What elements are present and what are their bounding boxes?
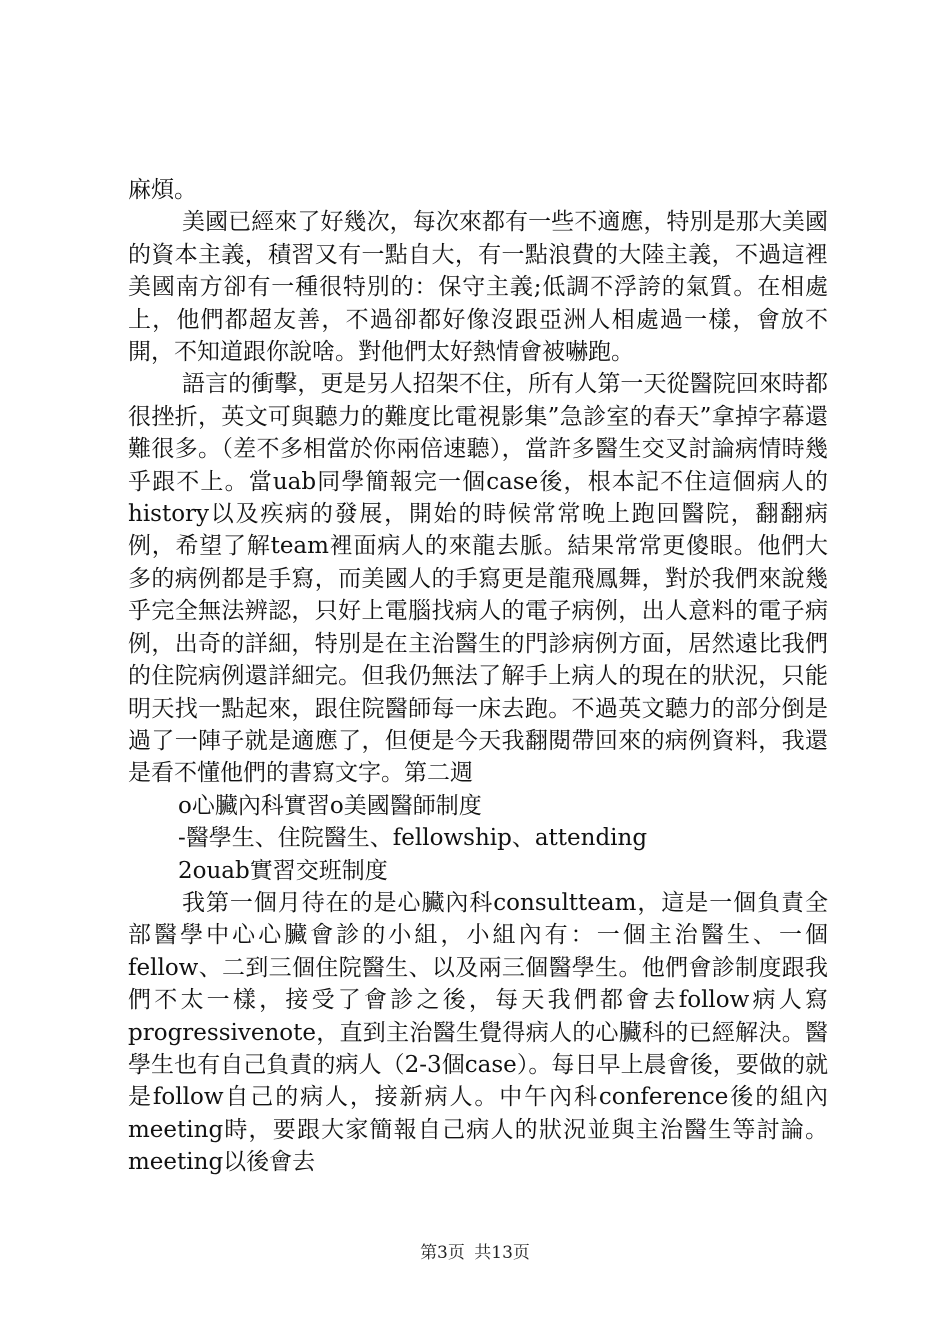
outline-item-cardiology: o心臟內科實習o美國醫師制度 <box>178 792 482 819</box>
paragraph-america-impression: 美國已經來了好幾次，每次來都有一些不適應，特別是那大美國的資本主義，積習又有一點自大，有一點浪費的大陸主義，不過這裡美國南方卻有一種很特別的：保守主義;低調不浮誇的氣質。在相處上，他們都超友善，不過卻都好像沒跟亞洲人相處過一樣，會放不開，不知道跟你說啥。對他們太好熱情會被嚇跑。 <box>128 209 828 366</box>
paragraph-language-shock: 語言的衝擊，更是另人招架不住，所有人第一天從醫院回來時都很挫折，英文可與聽力的難度比電視影集”急診室的春天”拿掉字幕還難很多。（差不多相當於你兩倍速聽），當許多醫生交叉討論病情時幾乎跟不上。當uab同學簡報完一個case後，根本記不住這個病人的history以及疾病的發展，開始的時候常常晚上跑回醫院，翻翻病例，希望了解team裡面病人的來龍去脈。結果常常更傻眼。他們大多的病例都是手寫，而美國人的手寫更是龍飛鳳舞，對於我們來說幾乎完全無法辨認，只好上電腦找病人的電子病例，出人意料的電子病例，出奇的詳細，特別是在主治醫生的門診病例方面，居然遠比我們的住院病例還詳細完。但我仍無法了解手上病人的現在的狀況，只能明天找一點起來，跟住院醫師每一床去跑。不過英文聽力的部分倒是過了一陣子就是適應了，但便是今天我翻閱帶回來的病例資料，我還是看不懂他們的書寫文字。第二週 <box>128 371 828 787</box>
outline-item-physician-levels: -醫學生、住院醫生、fellowship、attending <box>178 825 648 852</box>
page-total: 共13页 <box>474 1243 530 1263</box>
paragraph-continuation: 麻煩。 <box>128 177 197 203</box>
paragraph-consult-team: 我第一個月待在的是心臟內科consultteam，這是一個負責全部醫學中心心臟會診的小組，小組內有：一個主治醫生、一個fellow、二到三個住院醫生、以及兩三個醫學生。他們會診制度跟我們不太一樣，接受了會診之後，每天我們都會去follow病人寫progressivenote，直到主治醫生覺得病人的心臟科的已經解決。醫學生也有自己負責的病人（2-3個case）。每日早上晨會後，要做的就是follow自己的病人，接新病人。中午內科conference後的組內meeting時，要跟大家簡報自己病人的狀況並與主治醫生等討論。meeting以後會去 <box>128 889 828 1176</box>
document-body <box>128 174 828 1179</box>
page-footer <box>0 1238 950 1263</box>
page-number: 第3页 <box>420 1243 465 1263</box>
outline-item-handover-system: 2ouab實習交班制度 <box>178 857 388 884</box>
